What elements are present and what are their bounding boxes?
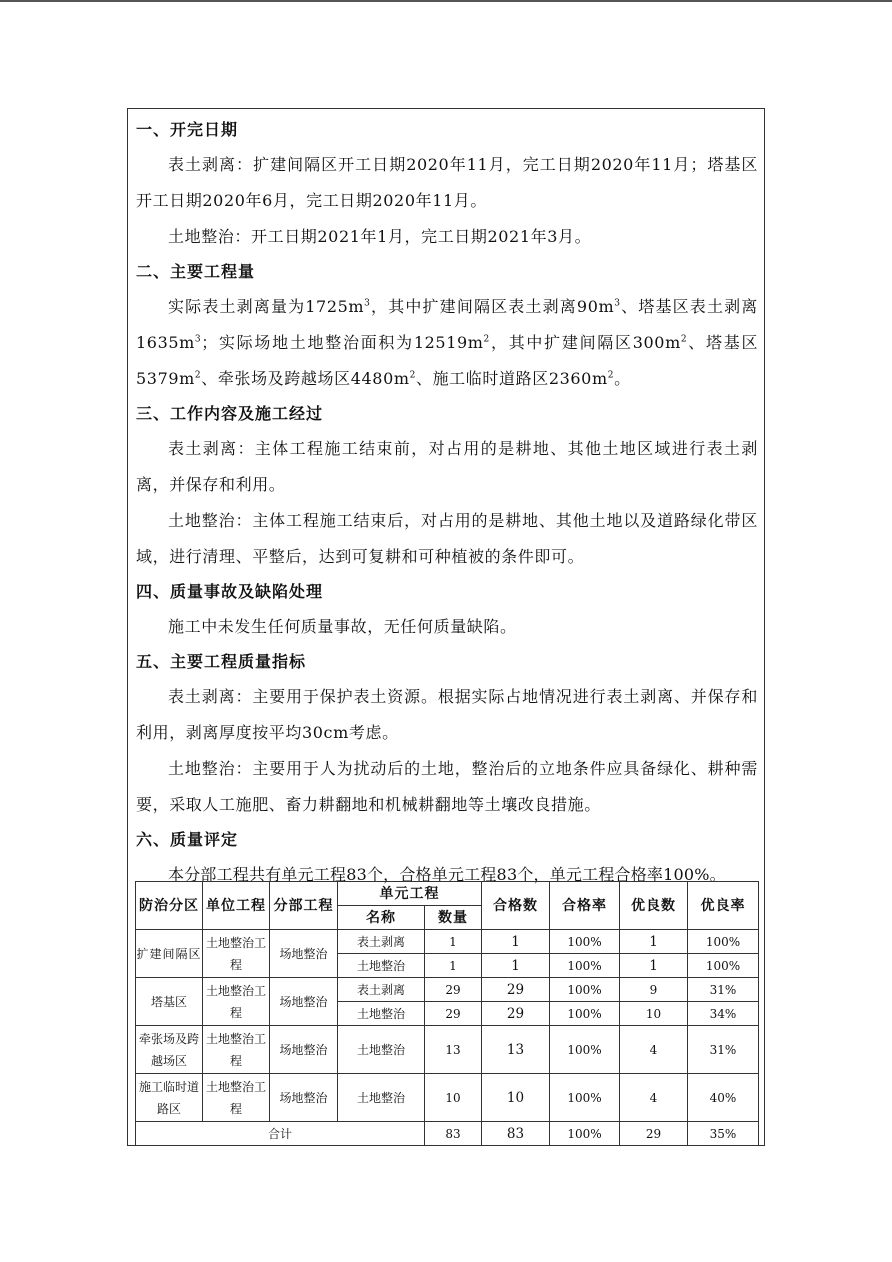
header-unit-project: 单位工程 [203,882,270,930]
cell-name: 土地整治 [338,954,425,978]
table-total-row [136,1122,759,1146]
header-element-project: 单元工程 [338,882,482,906]
section-paragraph: 表土剥离：主要用于保护表土资源。根据实际占地情况进行表土剥离、并保存和利用，剥离厚度按平均30cm考虑。 [136,687,758,742]
cell-unit: 土地整治工程 [203,978,270,1026]
section-paragraph: 本分部工程共有单元工程83个，合格单元工程83个，单元工程合格率100%。 [168,865,726,884]
cell-name: 土地整治 [338,1026,425,1074]
cell-qualified: 29 [482,1002,550,1026]
cell-total-qualified: 83 [482,1122,550,1146]
cell-qualified: 1 [482,954,550,978]
cell-qrate: 100% [550,954,620,978]
section-paragraph: 施工中未发生任何质量事故，无任何质量缺陷。 [168,617,517,636]
cell-excellent: 9 [620,978,688,1002]
header-area: 防治分区 [136,882,203,930]
section-heading: 五、主要工程质量指标 [136,652,307,671]
cell-sub: 场地整治 [270,1074,338,1122]
cell-qualified: 10 [482,1074,550,1122]
cell-qty: 29 [425,1002,482,1026]
section-paragraph: 表土剥离：主体工程施工结束前，对占用的是耕地、其他土地区域进行表土剥离，并保存和利用。 [136,439,758,494]
cell-total-excellent: 29 [620,1122,688,1146]
cell-excellent: 10 [620,1002,688,1026]
cell-area: 扩建间隔区 [136,930,203,978]
cell-qrate: 100% [550,1026,620,1074]
cell-name: 土地整治 [338,1074,425,1122]
cell-erate: 31% [688,1026,759,1074]
section-paragraph: 土地整治：开工日期2021年1月，完工日期2021年3月。 [168,227,592,246]
cell-qty: 13 [425,1026,482,1074]
quality-assessment-table [135,881,759,1146]
cell-excellent: 4 [620,1026,688,1074]
cell-sub: 场地整治 [270,1026,338,1074]
cell-unit: 土地整治工程 [203,1026,270,1074]
cell-erate: 40% [688,1074,759,1122]
section-heading: 六、质量评定 [136,830,239,849]
cell-qrate: 100% [550,1002,620,1026]
cell-unit: 土地整治工程 [203,1074,270,1122]
page-top-border [0,0,892,2]
header-excellent-count: 优良数 [620,882,688,930]
section-heading: 四、质量事故及缺陷处理 [136,582,324,601]
header-sub-project: 分部工程 [270,882,338,930]
cell-total-erate: 35% [688,1122,759,1146]
cell-qty: 10 [425,1074,482,1122]
cell-qty: 1 [425,954,482,978]
cell-area: 牵张场及跨越场区 [136,1026,203,1074]
cell-qrate: 100% [550,1074,620,1122]
cell-sub: 场地整治 [270,978,338,1026]
cell-erate: 100% [688,930,759,954]
cell-name: 表土剥离 [338,978,425,1002]
section-paragraph: 实际表土剥离量为$1725m^3$，其中扩建间隔区表土剥离$90m^3$、塔基区表土剥离$1635m^3$；实际场地土地整治面积为$12519m^2$，其中扩建间隔区$300m^2$、塔基区$5379m^2$、牵张场及跨越场区$4480m^2$、施工临时道路区$2360m^2$。 [136,297,759,388]
header-excellent-rate: 优良率 [688,882,759,930]
cell-name: 土地整治 [338,1002,425,1026]
table-row [136,1026,759,1074]
document-frame [127,108,765,1146]
cell-qualified: 1 [482,930,550,954]
header-qualified-count: 合格数 [482,882,550,930]
header-name: 名称 [338,906,425,930]
cell-erate: 100% [688,954,759,978]
section-heading: 三、工作内容及施工经过 [136,404,324,423]
cell-qualified: 29 [482,978,550,1002]
cell-qualified: 13 [482,1026,550,1074]
cell-area: 塔基区 [136,978,203,1026]
cell-qrate: 100% [550,930,620,954]
document-body [136,113,758,893]
cell-excellent: 1 [620,930,688,954]
table-row [136,978,759,1002]
cell-total-qrate: 100% [550,1122,620,1146]
header-quantity: 数量 [425,906,482,930]
cell-excellent: 4 [620,1074,688,1122]
cell-qty: 29 [425,978,482,1002]
section-heading: 一、开完日期 [136,120,239,139]
table-row [136,1074,759,1122]
cell-sub: 场地整治 [270,930,338,978]
cell-name: 表土剥离 [338,930,425,954]
cell-erate: 31% [688,978,759,1002]
section-paragraph: 表土剥离：扩建间隔区开工日期2020年11月，完工日期2020年11月；塔基区开工日期2020年6月，完工日期2020年11月。 [136,155,758,210]
cell-excellent: 1 [620,954,688,978]
section-paragraph: 土地整治：主体工程施工结束后，对占用的是耕地、其他土地以及道路绿化带区域，进行清理、平整后，达到可复耕和可种植被的条件即可。 [136,511,758,566]
cell-erate: 34% [688,1002,759,1026]
cell-total-label: 合计 [136,1122,425,1146]
cell-area: 施工临时道路区 [136,1074,203,1122]
table-row [136,930,759,954]
cell-qty: 1 [425,930,482,954]
section-heading: 二、主要工程量 [136,262,256,281]
cell-qrate: 100% [550,978,620,1002]
section-paragraph: 土地整治：主要用于人为扰动后的土地，整治后的立地条件应具备绿化、耕种需要，采取人工施肥、畜力耕翻地和机械耕翻地等土壤改良措施。 [136,759,758,814]
header-qualified-rate: 合格率 [550,882,620,930]
cell-unit: 土地整治工程 [203,930,270,978]
cell-total-qty: 83 [425,1122,482,1146]
